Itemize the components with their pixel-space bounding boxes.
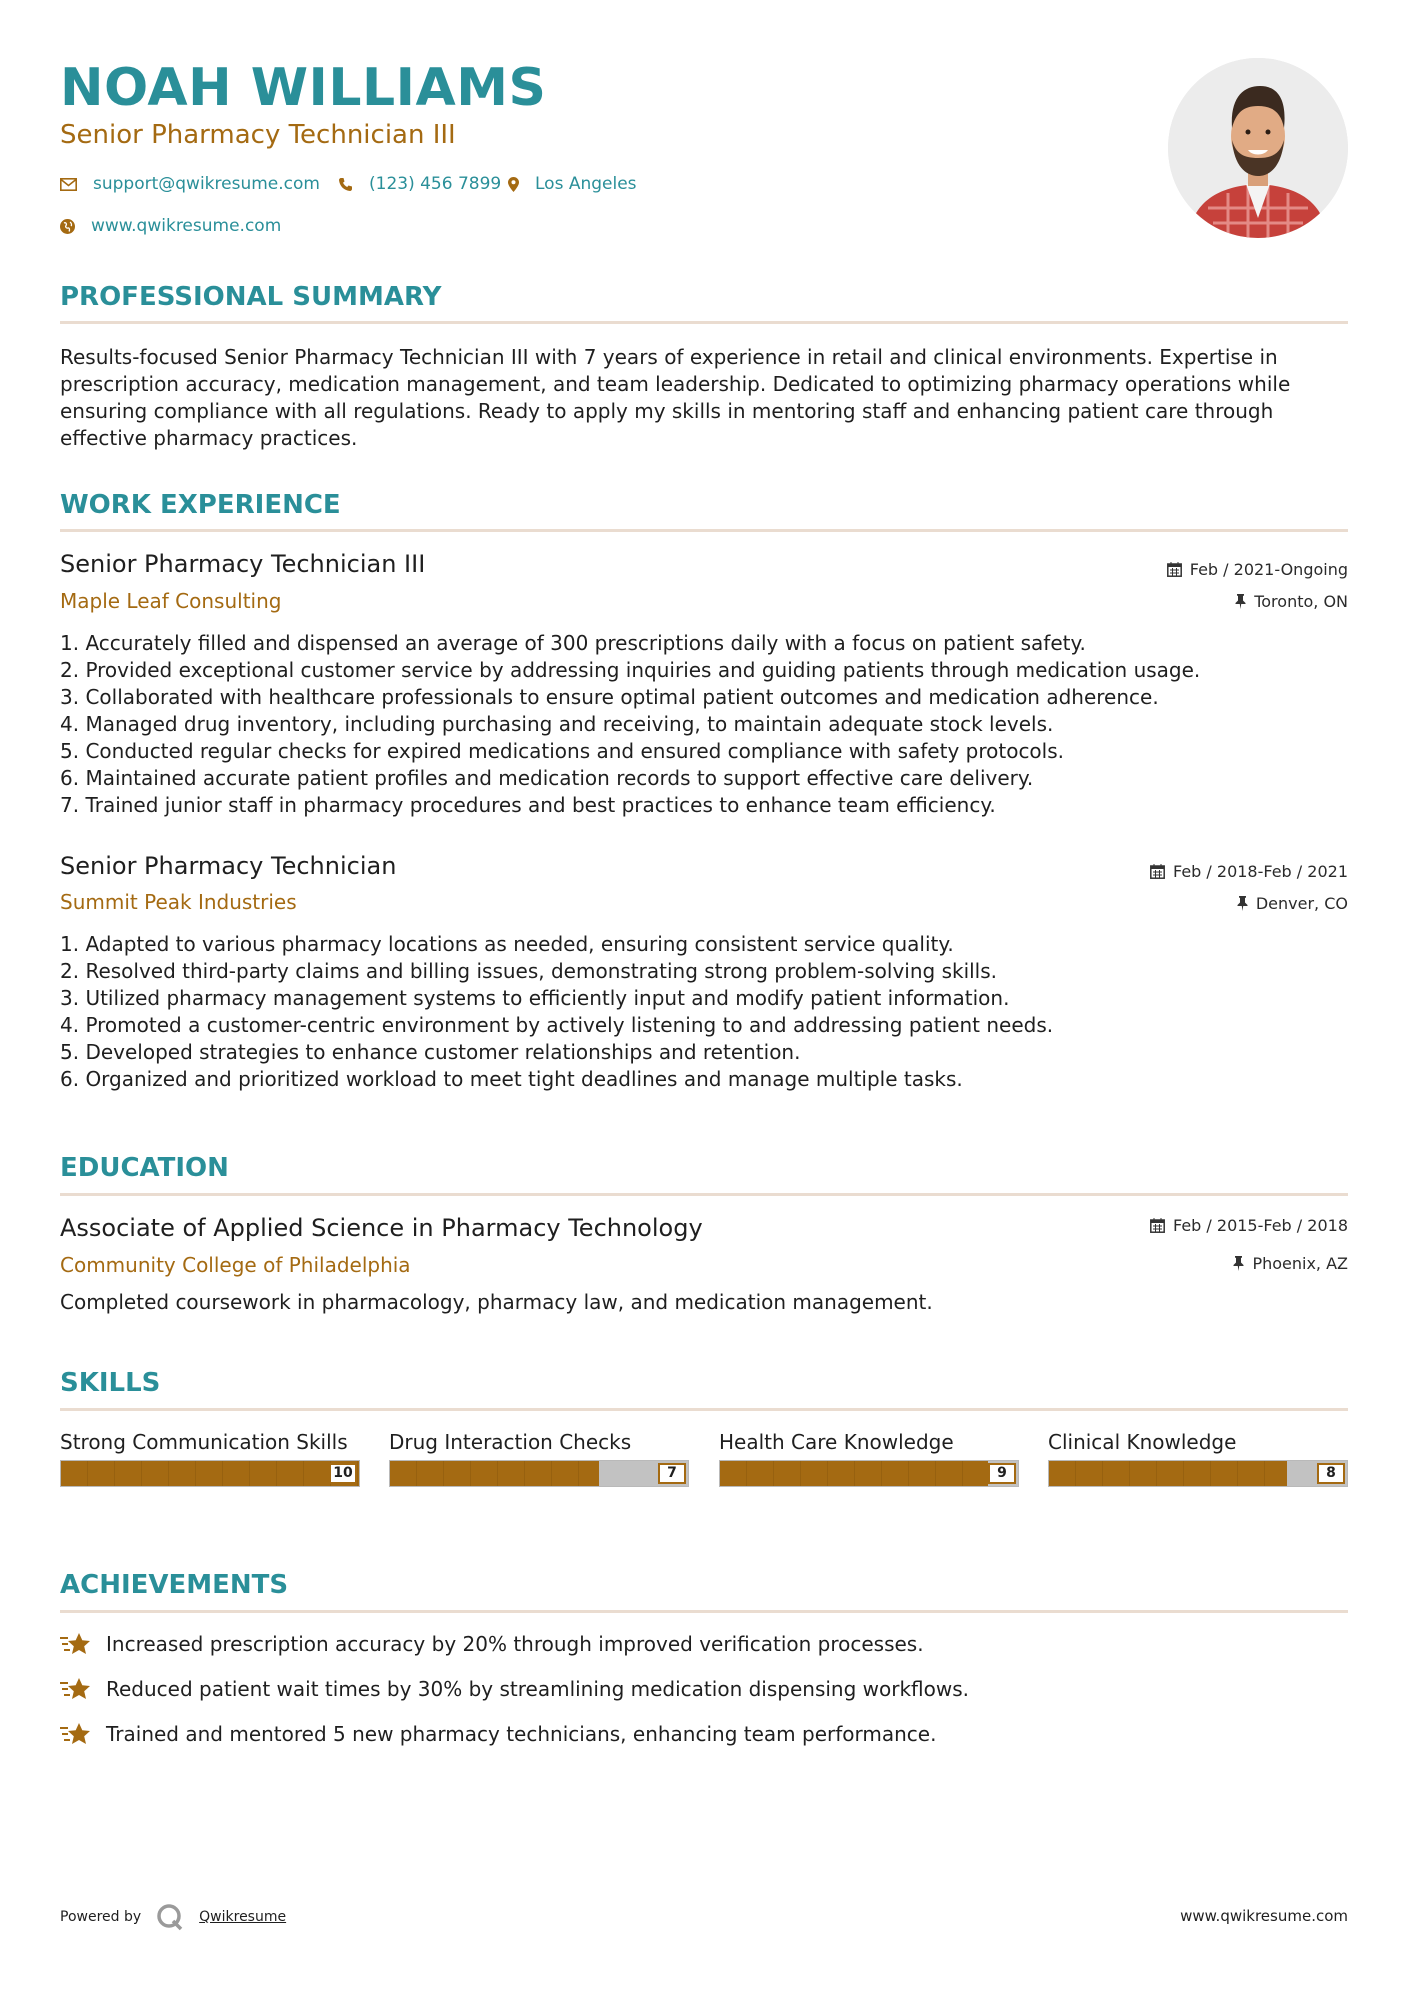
skill-item	[60, 1429, 360, 1487]
contact-location	[508, 174, 637, 194]
star-icon	[60, 1677, 92, 1701]
education-degree: Associate of Applied Science in Pharmacy Technology	[60, 1214, 703, 1242]
achievement-text: Trained and mentored 5 new pharmacy technicians, enhancing team performance.	[106, 1722, 937, 1746]
list-item: 2. Resolved third-party claims and billing issues, demonstrating strong problem-solving skills.	[60, 959, 998, 983]
avatar-illustration	[1168, 58, 1348, 238]
qwikresume-link[interactable]: Qwikresume	[199, 1909, 287, 1925]
powered-by-label: Powered by	[60, 1909, 142, 1925]
location-text: Los Angeles	[535, 174, 637, 194]
job-location-text: Denver, CO	[1255, 894, 1348, 913]
list-item: 3. Collaborated with healthcare professionals to ensure optimal patient outcomes and medication adherence.	[60, 685, 1159, 709]
job-bullet-list	[60, 931, 1360, 1093]
achievement-text: Increased prescription accuracy by 20% through improved verification processes.	[106, 1632, 924, 1656]
education-dates-text: Feb / 2015-Feb / 2018	[1173, 1216, 1348, 1235]
skill-item	[719, 1429, 1019, 1487]
job-company: Maple Leaf Consulting	[60, 589, 282, 613]
section-divider	[60, 1193, 1348, 1196]
skill-rating-bar	[1048, 1460, 1348, 1487]
education-dates	[1150, 1216, 1348, 1235]
section-divider	[60, 321, 1348, 324]
skill-item	[389, 1429, 689, 1487]
job-dates-text: Feb / 2018-Feb / 2021	[1173, 862, 1348, 881]
section-title-education: EDUCATION	[60, 1153, 229, 1183]
list-item: 4. Promoted a customer-centric environment by actively listening to and addressing patient needs.	[60, 1013, 1054, 1037]
star-icon	[60, 1722, 92, 1746]
candidate-title: Senior Pharmacy Technician III	[60, 120, 456, 150]
job-title: Senior Pharmacy Technician	[60, 852, 397, 880]
job-dates	[1167, 560, 1348, 579]
envelope-icon	[60, 178, 77, 191]
skill-rating-bar	[719, 1460, 1019, 1487]
skill-rating-fill	[1049, 1461, 1287, 1486]
section-title-skills: SKILLS	[60, 1368, 161, 1398]
qwikresume-logo-icon	[155, 1902, 185, 1932]
section-divider	[60, 529, 1348, 532]
list-item: 2. Provided exceptional customer service by addressing inquiries and guiding patients through medication usage.	[60, 658, 1201, 682]
achievement-item	[60, 1632, 924, 1656]
list-item: 7. Trained junior staff in pharmacy procedures and best practices to enhance team efficiency.	[60, 793, 996, 817]
achievement-text: Reduced patient wait times by 30% by streamlining medication dispensing workflows.	[106, 1677, 970, 1701]
skill-rating-fill	[61, 1461, 359, 1486]
job-title: Senior Pharmacy Technician III	[60, 550, 426, 578]
section-title-experience: WORK EXPERIENCE	[60, 490, 341, 520]
pushpin-icon	[1233, 1256, 1244, 1271]
calendar-icon	[1167, 562, 1182, 577]
website-text: www.qwikresume.com	[91, 216, 282, 236]
list-item: 5. Developed strategies to enhance customer relationships and retention.	[60, 1040, 801, 1064]
globe-icon	[60, 219, 75, 234]
education-school: Community College of Philadelphia	[60, 1253, 411, 1277]
job-company: Summit Peak Industries	[60, 890, 297, 914]
skill-score: 10	[329, 1463, 357, 1484]
email-text: support@qwikresume.com	[93, 174, 320, 194]
job-dates-text: Feb / 2021-Ongoing	[1189, 560, 1348, 579]
contact-phone[interactable]	[338, 174, 501, 194]
map-pin-icon	[508, 177, 519, 192]
contact-website[interactable]	[60, 216, 281, 236]
star-icon	[60, 1632, 92, 1656]
list-item: 6. Organized and prioritized workload to meet tight deadlines and manage multiple tasks.	[60, 1067, 963, 1091]
profile-photo	[1168, 58, 1348, 238]
pushpin-icon	[1237, 896, 1248, 911]
list-item: 1. Accurately filled and dispensed an average of 300 prescriptions daily with a focus on patient safety.	[60, 631, 1086, 655]
calendar-icon	[1150, 864, 1165, 879]
skill-score: 7	[658, 1463, 686, 1484]
list-item: 4. Managed drug inventory, including purchasing and receiving, to maintain adequate stock levels.	[60, 712, 1054, 736]
job-location	[1237, 894, 1348, 913]
footer-powered-by	[60, 1902, 286, 1932]
job-location	[1235, 592, 1348, 611]
candidate-name: NOAH WILLIAMS	[60, 58, 547, 118]
skill-name: Health Care Knowledge	[719, 1430, 954, 1454]
list-item: 3. Utilized pharmacy management systems to efficiently input and modify patient information.	[60, 986, 1010, 1010]
education-location	[1233, 1254, 1348, 1273]
achievement-item	[60, 1722, 936, 1746]
job-location-text: Toronto, ON	[1254, 592, 1348, 611]
list-item: 6. Maintained accurate patient profiles and medication records to support effective care delivery.	[60, 766, 1034, 790]
contact-email[interactable]	[60, 174, 320, 194]
list-item: 1. Adapted to various pharmacy locations as needed, ensuring consistent service quality.	[60, 932, 954, 956]
skill-score: 8	[1317, 1463, 1345, 1484]
skill-rating-fill	[720, 1461, 988, 1486]
skill-name: Clinical Knowledge	[1048, 1430, 1237, 1454]
skill-rating-fill	[390, 1461, 599, 1486]
skill-rating-bar	[389, 1460, 689, 1487]
section-title-summary: PROFESSIONAL SUMMARY	[60, 282, 442, 312]
phone-icon	[338, 177, 353, 192]
phone-text: (123) 456 7899	[369, 174, 502, 194]
skill-name: Strong Communication Skills	[60, 1430, 348, 1454]
section-divider	[60, 1408, 1348, 1411]
education-description: Completed coursework in pharmacology, pharmacy law, and medication management.	[60, 1290, 933, 1314]
list-item: 5. Conducted regular checks for expired medications and ensured compliance with safety protocols.	[60, 739, 1065, 763]
summary-text: Results-focused Senior Pharmacy Technician III with 7 years of experience in retail and clinical environments. Expertise in prescription accuracy, medication management, and team leadership. Dedicated to optimizing pharmacy operations while ensuring compliance with all regulations. Ready to apply my skills in mentoring staff and enhancing patient care through effective pharmacy practices.	[60, 345, 1291, 450]
section-divider	[60, 1610, 1348, 1613]
job-dates	[1150, 862, 1348, 881]
skill-score: 9	[988, 1463, 1016, 1484]
education-location-text: Phoenix, AZ	[1252, 1254, 1348, 1273]
calendar-icon	[1150, 1218, 1165, 1233]
skill-rating-bar	[60, 1460, 360, 1487]
pushpin-icon	[1235, 594, 1246, 609]
achievement-item	[60, 1677, 969, 1701]
skill-name: Drug Interaction Checks	[389, 1430, 632, 1454]
section-title-achievements: ACHIEVEMENTS	[60, 1570, 289, 1600]
footer-website-link[interactable]: www.qwikresume.com	[1180, 1907, 1348, 1925]
skill-item	[1048, 1429, 1348, 1487]
job-bullet-list	[60, 630, 1360, 819]
